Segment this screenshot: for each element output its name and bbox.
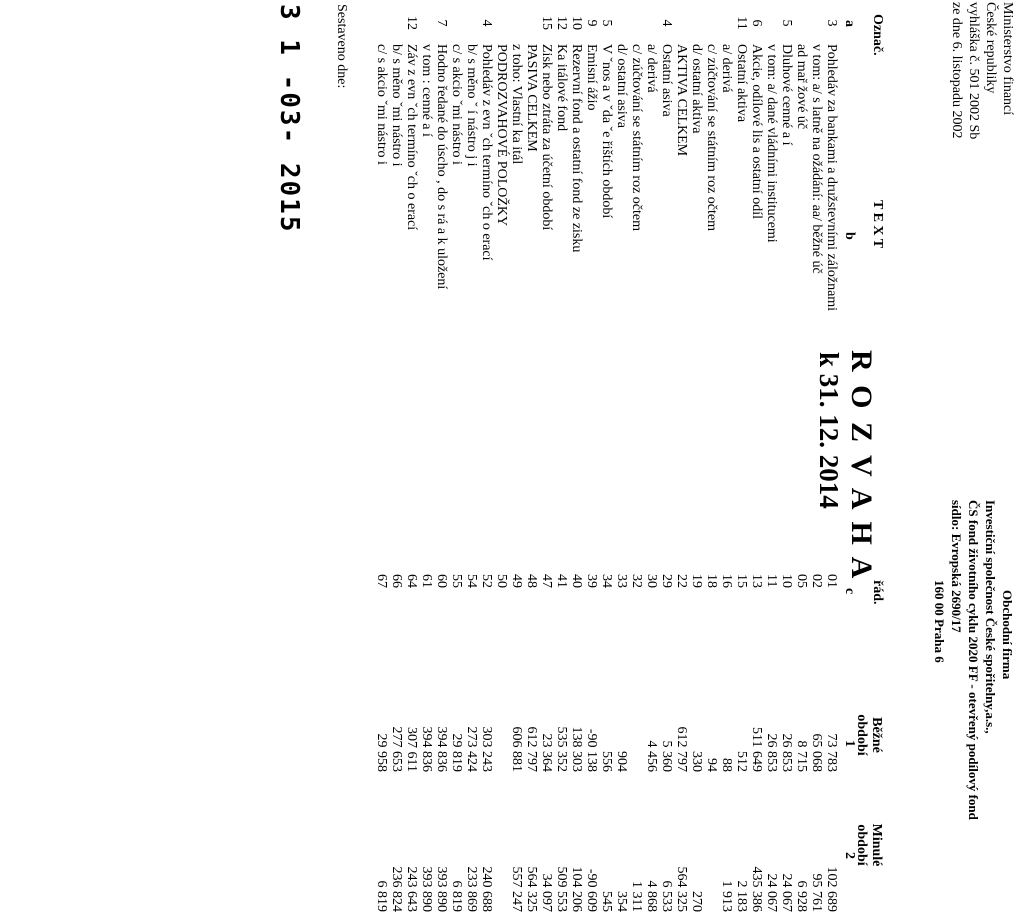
row-number: 40: [569, 574, 584, 588]
issuer-line-3: vyhláška č. 501 2002 Sb: [966, 2, 981, 140]
row-previous: 102 689: [824, 866, 839, 912]
row-previous: 6 533: [659, 880, 674, 912]
row-previous: 564 325: [524, 866, 539, 912]
row-text: b/ s měno ˇ í nástro j i: [464, 44, 479, 167]
row-current: 511 649: [749, 727, 764, 772]
row-number: 18: [704, 574, 719, 588]
row-previous: 24 067: [764, 873, 779, 912]
company-line-1: Obchodní firma: [1000, 590, 1015, 680]
row-number: 01: [824, 574, 839, 588]
row-number: 32: [629, 574, 644, 588]
row-number: 66: [389, 574, 404, 588]
row-number: 50: [494, 574, 509, 588]
footer-label: Sestaveno dne:: [334, 4, 349, 89]
row-previous: -90 609: [584, 868, 599, 912]
row-current: 394 836: [434, 726, 449, 772]
row-number: 54: [464, 574, 479, 588]
row-previous: 240 688: [479, 866, 494, 912]
row-text: a/ derivá: [644, 44, 659, 93]
row-previous: 270: [689, 891, 704, 912]
row-text: c/ s akcio ˇmi nástro i: [449, 44, 464, 165]
row-number: 22: [674, 574, 689, 588]
issuer-line-1: Ministerstvo financí: [1000, 2, 1015, 116]
document-title: R O Z V A H A: [845, 350, 878, 582]
row-current: 4 456: [644, 740, 659, 772]
row-previous: 557 247: [509, 866, 524, 912]
row-current: 330: [689, 751, 704, 772]
row-previous: 2 183: [734, 880, 749, 912]
row-code: 6: [749, 19, 764, 27]
row-number: 33: [614, 574, 629, 588]
row-current: 612 797: [524, 726, 539, 772]
row-previous: 233 869: [464, 866, 479, 912]
company-block: [931, 500, 1016, 820]
row-current: 73 783: [824, 733, 839, 772]
row-current: 29 958: [374, 733, 389, 772]
row-previous: 34 097: [539, 873, 554, 912]
row-text: Pohledáv za bankami a družstevními záložnami: [824, 44, 839, 312]
row-text: c/ s akcio ˇmi nástro i: [374, 44, 389, 165]
company-line-2: Investiční společnost České spořitelny,a.s.,: [983, 500, 998, 734]
row-text: c/ zúčtování se státním roz očtem: [704, 44, 719, 231]
row-current: -90 138: [584, 728, 599, 772]
row-code: 9: [584, 19, 599, 27]
col-head-minule-2: období: [854, 824, 869, 866]
col-head-bezne: [854, 680, 884, 790]
row-current: 556: [599, 751, 614, 772]
row-number: 16: [719, 574, 734, 588]
row-number: 60: [434, 574, 449, 588]
row-previous: 435 386: [749, 866, 764, 912]
row-previous: 393 890: [419, 866, 434, 912]
row-code: 12: [404, 16, 419, 30]
row-text: PODROZVAHOVÉ POLOŽKY: [494, 44, 509, 227]
row-text: PASIVA CELKEM: [524, 44, 539, 152]
row-current: 277 653: [389, 726, 404, 772]
issuer-block: [948, 2, 1016, 139]
row-code: 3: [824, 19, 839, 27]
row-previous: 24 067: [779, 873, 794, 912]
row-number: 05: [794, 574, 809, 588]
col-letter-text: b: [842, 232, 857, 240]
row-text: v tom: a/ dané vládními institucemi: [764, 44, 779, 243]
row-current: 5 360: [659, 740, 674, 772]
row-current: 307 611: [404, 727, 419, 772]
row-code: 5: [599, 19, 614, 27]
row-code: 5: [779, 19, 794, 27]
row-number: 64: [404, 574, 419, 588]
row-previous: 545: [599, 891, 614, 912]
row-previous: 6 928: [794, 880, 809, 912]
company-line-3: ČS fond životního cyklu 2020 FF - otevřený podílový fond: [966, 500, 981, 820]
row-previous: 1 311: [629, 881, 644, 912]
issuer-line-2: České republiky: [983, 2, 998, 94]
row-text: Dluhové cenné a í: [779, 44, 794, 146]
row-previous: 6 819: [449, 880, 464, 912]
row-current: 29 819: [449, 733, 464, 772]
row-number: 15: [734, 574, 749, 588]
row-text: Ostatní asiva: [659, 44, 674, 117]
col-head-bezne-1: Běžné: [869, 717, 884, 753]
row-text: Hodno ředané do úscho , do s rá a k uložení: [434, 44, 449, 290]
row-code: 7: [434, 19, 449, 27]
row-text: AKTIVA CELKEM: [674, 44, 689, 157]
row-number: 29: [659, 574, 674, 588]
row-number: 39: [584, 574, 599, 588]
row-previous: 564 325: [674, 866, 689, 912]
col-head-oznac: Označ.: [870, 14, 885, 56]
row-previous: 6 819: [374, 880, 389, 912]
row-number: 34: [599, 574, 614, 588]
row-text: d/ ostatní asiva: [614, 44, 629, 128]
row-text: v tom: a/ s latně na ožádání: aa/ běžné úč: [809, 44, 824, 274]
row-number: 10: [779, 574, 794, 588]
row-number: 13: [749, 574, 764, 588]
row-text: Emisní ážio: [584, 44, 599, 111]
row-text: Ka itálové fond: [554, 44, 569, 132]
row-current: 273 424: [464, 726, 479, 772]
company-line-5: 160 00 Praha 6: [932, 580, 947, 663]
row-previous: 354: [614, 891, 629, 912]
row-number: 47: [539, 574, 554, 588]
row-number: 49: [509, 574, 524, 588]
row-current: 26 853: [764, 733, 779, 772]
row-text: Ostatní aktiva: [734, 44, 749, 123]
row-text: z toho: Vlastní ka itál: [509, 44, 524, 165]
col-head-rad: řád.: [870, 580, 885, 605]
row-number: 41: [554, 574, 569, 588]
col-head-text: T E X T: [870, 200, 885, 249]
col-head-minule-1: Minulé: [869, 823, 884, 867]
row-text: ad mar̆ žové úč: [794, 44, 809, 130]
row-text: Rezervní fond a ostatní fond ze zisku: [569, 44, 584, 253]
row-number: 02: [809, 574, 824, 588]
col-letter-oznac: a: [842, 20, 857, 27]
col-head-minule: [854, 790, 884, 900]
row-number: 67: [374, 574, 389, 588]
row-number: 11: [764, 574, 779, 588]
row-text: Záv z evn ˇch termíno ˇch o erací: [404, 44, 419, 231]
row-number: 61: [419, 574, 434, 588]
col-letter-minule: 2: [842, 852, 857, 859]
row-code: 4: [479, 19, 494, 27]
row-current: 8 715: [794, 740, 809, 772]
row-number: 19: [689, 574, 704, 588]
col-head-bezne-2: období: [854, 714, 869, 756]
row-code: 10: [569, 16, 584, 30]
row-current: 512: [734, 751, 749, 772]
footer-date-stamp: 3 1 -03- 2015: [274, 4, 304, 234]
row-current: 535 352: [554, 726, 569, 772]
row-text: d/ ostatní aktiva: [689, 44, 704, 134]
row-text: Akcie, odílové lis a ostatní odíl: [749, 44, 764, 219]
row-current: 26 853: [779, 733, 794, 772]
row-previous: 1 913: [719, 880, 734, 912]
row-code: 11: [734, 16, 749, 30]
row-code: 12: [554, 16, 569, 30]
company-line-4: sídlo: Evropská 2690/17: [949, 500, 964, 633]
row-code: 4: [659, 19, 674, 27]
row-previous: 236 824: [389, 866, 404, 912]
row-code: 15: [539, 16, 554, 30]
row-current: 606 881: [509, 726, 524, 772]
row-current: 138 303: [569, 726, 584, 772]
row-number: 30: [644, 574, 659, 588]
row-text: V ˇnos a v ˇda ˇe řištích období: [599, 44, 614, 219]
row-previous: 393 890: [434, 866, 449, 912]
row-current: 94: [704, 758, 719, 772]
issuer-line-4: ze dne 6. listopadu 2002: [949, 2, 964, 139]
row-previous: 243 643: [404, 866, 419, 912]
row-text: b/ s měno ˇmi nástro i: [389, 44, 404, 167]
row-previous: 104 206: [569, 866, 584, 912]
row-text: Pohledáv z evn ˇch termíno ˇch o erací: [479, 44, 494, 261]
row-current: 612 797: [674, 726, 689, 772]
row-current: 303 243: [479, 726, 494, 772]
row-previous: 4 868: [644, 880, 659, 912]
row-previous: 509 553: [554, 866, 569, 912]
col-letter-rad: c: [842, 588, 857, 595]
document-date: k 31. 12. 2014: [814, 352, 844, 509]
row-previous: 95 761: [809, 873, 824, 912]
row-current: 88: [719, 758, 734, 772]
row-text: a/ derivá: [719, 44, 734, 93]
row-number: 55: [449, 574, 464, 588]
row-current: 394 836: [419, 726, 434, 772]
row-text: c/ zúčtování se státním roz očtem: [629, 44, 644, 231]
row-current: 904: [614, 751, 629, 772]
col-letter-bezne: 1: [842, 740, 857, 747]
row-text: Zisk nebo ztráta za účetní období: [539, 44, 554, 231]
row-number: 52: [479, 574, 494, 588]
row-current: 65 068: [809, 733, 824, 772]
row-text: v tom : cenné a í: [419, 44, 434, 137]
row-number: 48: [524, 574, 539, 588]
row-current: 23 364: [539, 733, 554, 772]
